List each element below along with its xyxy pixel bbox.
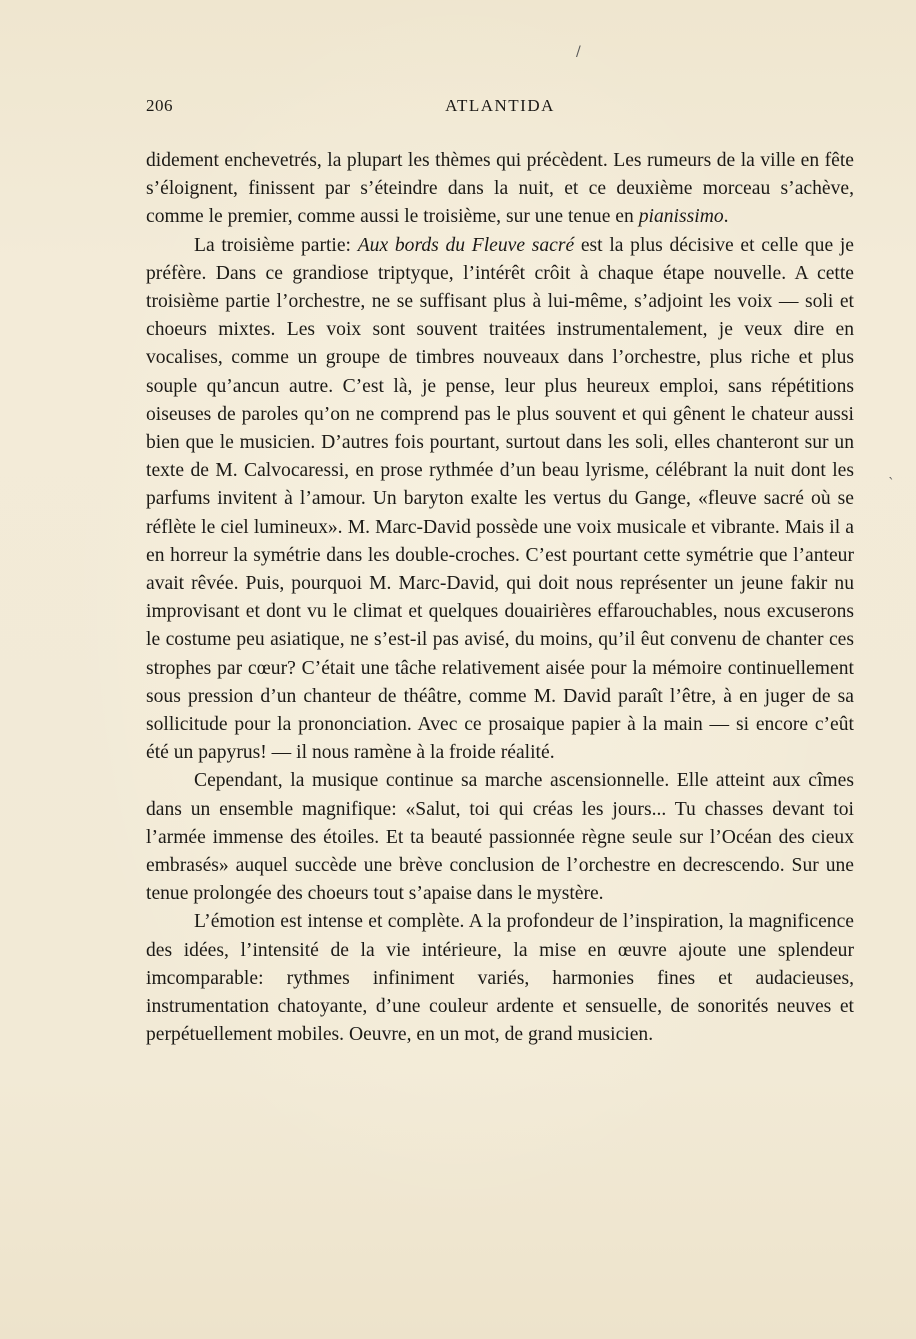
paragraph [146, 147, 854, 232]
text-run: Cependant, la musique continue sa marche ascensionnelle. Elle atteint aux cîmes dans un ensemble magnifique: «Salut, toi qui créas les jours... Tu chasses devant toi l’armée immense des étoiles. Et ta beauté passionnée règne seule sur l’Océan des cieux embrasés» auquel succède une brève conclusion de l’orchestre en decrescendo. Sur une tenue prolongée des choeurs tout s’apaise dans le mystère. [146, 770, 854, 905]
text-run: didement enchevetrés, la plupart les thèmes qui précèdent. Les rumeurs de la ville en fête s’éloignent, finissent par s’éteindre dans la nuit, et ce deuxième morceau s’achève, comme le premier, comme aussi le troisième, sur une tenue en [146, 150, 854, 228]
text-run: . [723, 206, 729, 228]
paragraph [146, 908, 854, 1049]
paragraph [146, 232, 854, 768]
running-title: ATLANTIDA [445, 96, 555, 115]
page-header [146, 96, 854, 122]
text-run: est la plus décisive et celle que je préfère. Dans ce grandiose triptyque, l’intérêt crôit à chaque étape nouvelle. A cette troisième partie l’orchestre, ne se suffisant plus à lui-même, s’adjoint les voix — soli et choeurs mixtes. Les voix sont souvent traitées instrumentalement, je veux dire en vocalises, comme un groupe de timbres nouveaux dans l’orchestre, plus riche et plus souple qu’ancun autre. C’est là, je pense, leur plus heureux emploi, sans répétitions oiseuses de paroles qu’on ne comprend pas le plus souvent et qui gênent le chateur aussi bien que le musicien. D’autres fois pourtant, surtout dans les soli, elles chanteront sur un texte de M. Calvocaressi, en prose rythmée d’un beau lyrisme, célébrant la nuit dont les parfums invitent à l’amour. Un baryton exalte les vertus du Gange, «fleuve sacré où se réflète le ciel lumineux». M. Marc-David possède une voix musicale et vibrante. Mais il a en horreur la symétrie dans les double-croches. C’est pourtant cette symétrie que l’anteur avait rêvée. Puis, pourquoi M. Marc-David, qui doit nous représenter un jeune fakir nu improvisant et dont vu le climat et quelques douairières effarouchables, nous excuserons le costume peu asiatique, ne s’est-il pas avisé, du moins, qu’il êut convenu de chanter ces strophes par cœur? C’était une tâche relativement aisée pour la mémoire continuellement sous pression d’un chanteur de théâtre, comme M. David paraît l’être, à en juger de sa sollicitude pour la prononciation. Avec ce prosaique papier à la main — si encore c’eût été un papyrus! — il nous ramène à la froide réalité. [146, 234, 854, 764]
text-run: L’émotion est intense et complète. A la profondeur de l’inspiration, la magnificence des idées, l’intensité de la vie intérieure, la mise en œuvre ajoute une splendeur imcomparable: rythmes infiniment variés, harmonies fines et audacieuses, instrumentation chatoyante, d’une couleur ardente et sensuelle, de sonorités neuves et perpétuellement mobiles. Oeuvre, en un mot, de grand musicien. [146, 911, 854, 1046]
stray-pen-mark: ` [888, 476, 895, 492]
paragraph [146, 767, 854, 908]
stray-pen-mark: / [576, 44, 581, 60]
italic-text: pianissimo [638, 206, 724, 228]
page-number: 206 [146, 96, 173, 115]
italic-text: Aux bords du Fleuve sacré [357, 234, 575, 256]
text-run: La troisième partie: [194, 234, 358, 256]
body-text [146, 147, 854, 1050]
